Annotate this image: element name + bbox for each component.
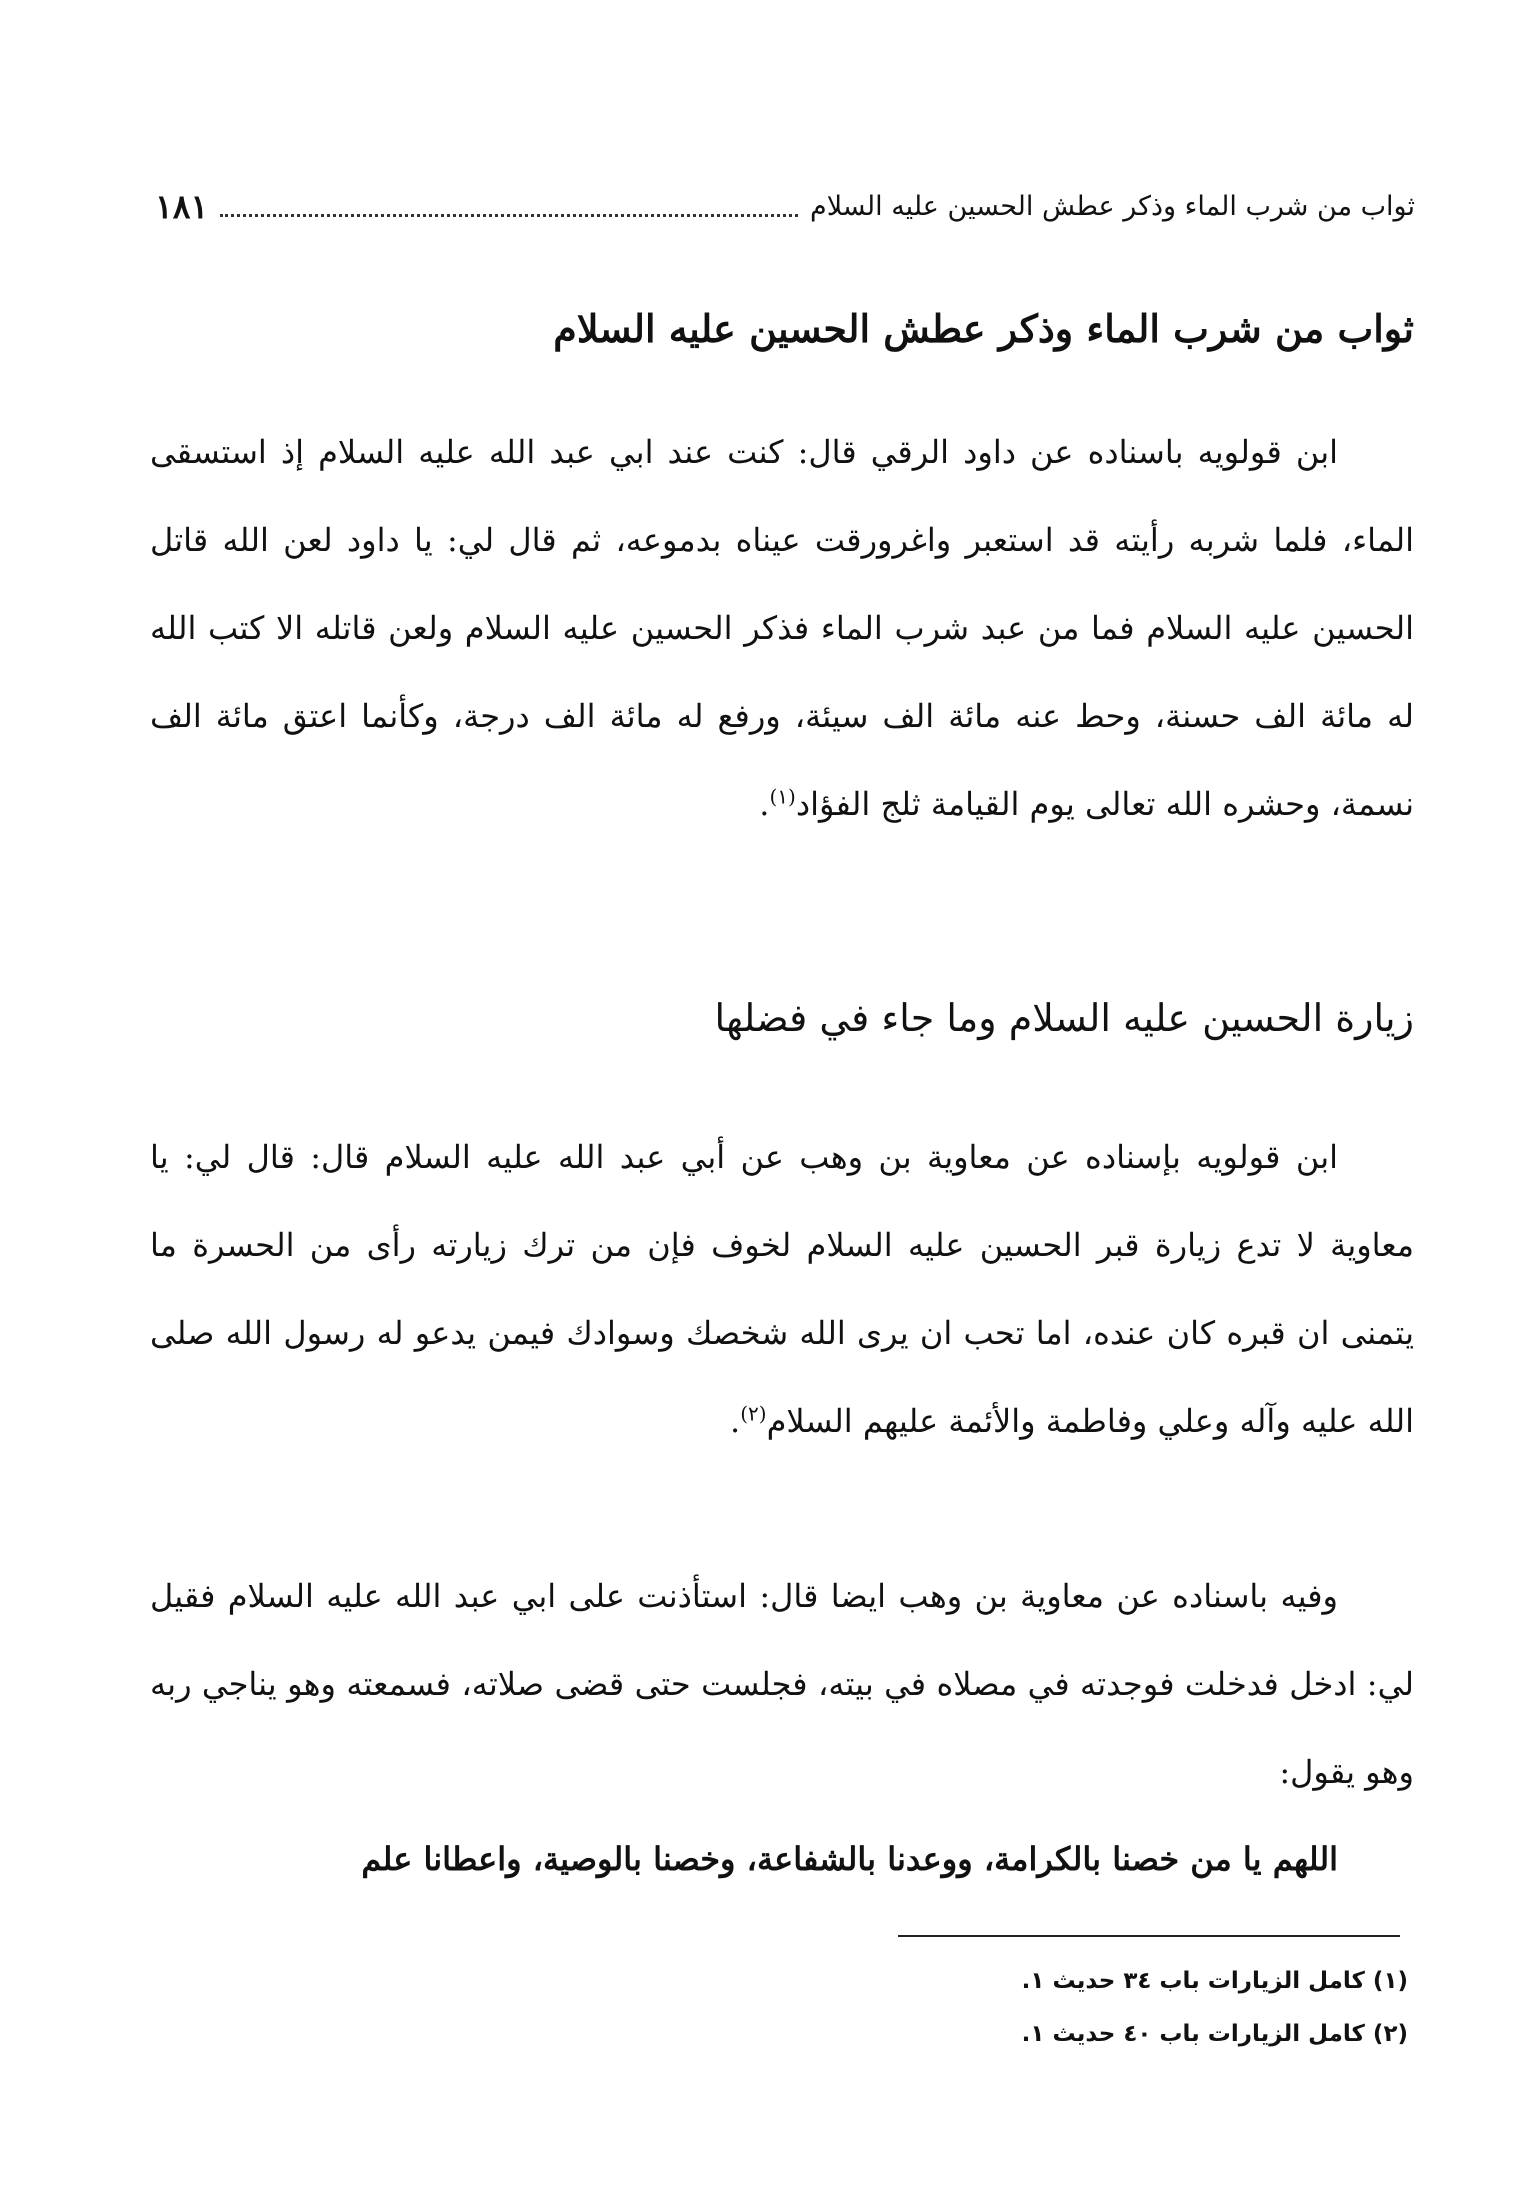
footnote-mark-2: (٢) bbox=[740, 1401, 767, 1426]
section-heading-ziyarah: زيارة الحسين عليه السلام وما جاء في فضلها bbox=[714, 996, 1414, 1040]
footnote-divider bbox=[898, 1935, 1400, 1937]
paragraph-text: اللهم يا من خصنا بالكرامة، ووعدنا بالشفاعة، وخصنا بالوصية، واعطانا علم bbox=[361, 1840, 1338, 1878]
footnote-1: (١) كامل الزيارات باب ٣٤ حديث ١. bbox=[1021, 1968, 1408, 1994]
leader-dots bbox=[220, 214, 798, 217]
page-number: ١٨١ bbox=[155, 187, 209, 227]
paragraph-text: ابن قولويه باسناده عن داود الرقي قال: كنت عند ابي عبد الله عليه السلام إذ استسقى الماء، فلما شربه رأيته قد استعبر واغرورقت عيناه بدموعه، ثم قال لي: يا داود لعن الله قاتل الحسين عليه السلام فما من عبد شرب الماء فذكر الحسين عليه السلام ولعن قاتله الا كتب الله له مائة الف حسنة، وحط عنه مائة الف سيئة، ورفع له مائة الف درجة، وكأنما اعتق مائة الف نسمة، وحشره الله تعالى يوم القيامة ثلج الفؤاد bbox=[150, 433, 1414, 823]
paragraph-ending: . bbox=[759, 785, 770, 823]
paragraph-water-hadith bbox=[150, 408, 1414, 848]
paragraph-text: ابن قولويه بإسناده عن معاوية بن وهب عن أبي عبد الله عليه السلام قال: قال لي: يا معاوية لا تدع زيارة قبر الحسين عليه السلام لخوف فإن من ترك زيارته رأى من الحسرة ما يتمنى ان قبره كان عنده، اما تحب ان يرى الله شخصك وسوادك فيمن يدعو له رسول الله صلى الله عليه وآله وعلي وفاطمة والأئمة عليهم السلام bbox=[150, 1138, 1414, 1440]
running-header-title: ثواب من شرب الماء وذكر عطش الحسين عليه السلام bbox=[809, 190, 1415, 222]
paragraph-ending: . bbox=[730, 1402, 741, 1440]
footnotes bbox=[1022, 1955, 1408, 2061]
paragraph-supplication bbox=[150, 1815, 1414, 1903]
running-header bbox=[155, 182, 1415, 232]
footnote-mark-1: (١) bbox=[769, 784, 796, 809]
paragraph-text: وفيه باسناده عن معاوية بن وهب ايضا قال: استأذنت على ابي عبد الله عليه السلام فقيل لي: ادخل فدخلت فوجدته في مصلاه في بيته، فجلست حتى قضى صلاته، فسمعته وهو يناجي ربه وهو يقول: bbox=[150, 1577, 1414, 1791]
section-heading-water: ثواب من شرب الماء وذكر عطش الحسين عليه السلام bbox=[553, 306, 1414, 351]
footnote-2: (٢) كامل الزيارات باب ٤٠ حديث ١. bbox=[1021, 2021, 1408, 2047]
paragraph-ziyarah-hadith bbox=[150, 1113, 1414, 1465]
paragraph-musalla bbox=[150, 1552, 1414, 1816]
